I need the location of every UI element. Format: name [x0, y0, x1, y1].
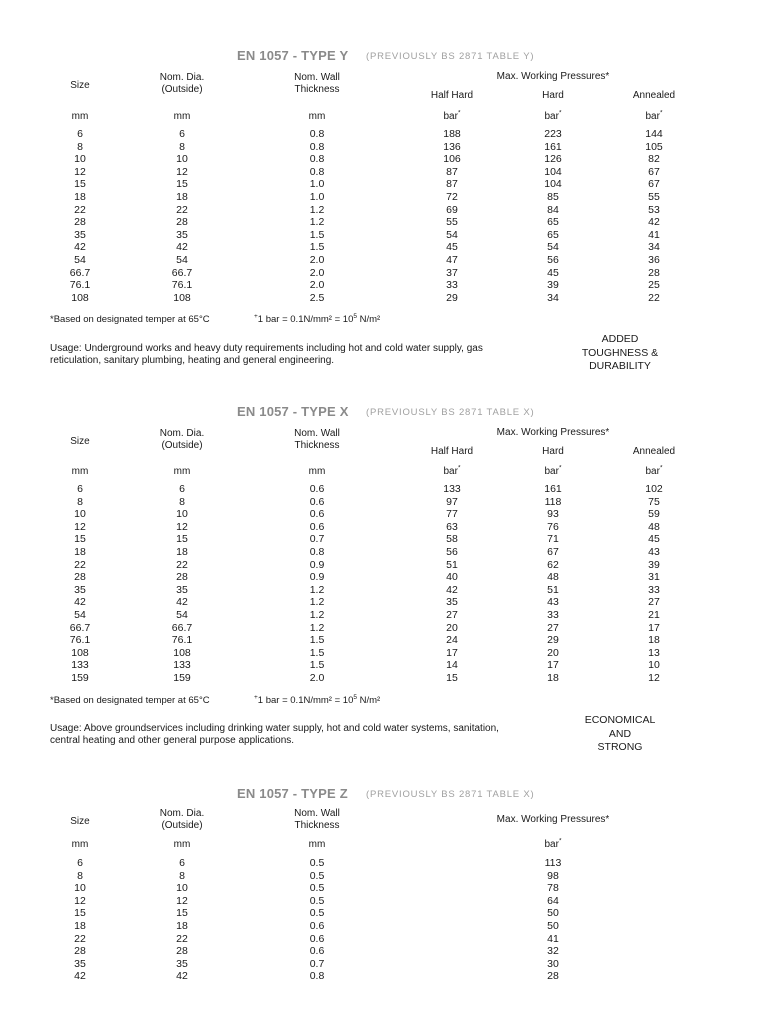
table-cell-hard: 84: [547, 203, 559, 216]
unit-bar-label: bar: [544, 466, 559, 477]
table-cell-annealed: 144: [645, 128, 663, 140]
unit-bar-half-hard: [417, 466, 487, 478]
table-cell-nom-dia: 15: [176, 178, 188, 191]
table-cell-nom-dia: 66.7: [171, 266, 193, 279]
table-cell-nom-dia: 35: [176, 583, 188, 596]
table-cell-half-hard: 17: [446, 646, 458, 659]
table-cell-half-hard: 87: [446, 165, 458, 178]
table-cell-half-hard: 56: [446, 546, 458, 558]
header-max-working-pressures: Max. Working Pressures*: [496, 427, 610, 438]
table-cell-hard: 126: [544, 153, 562, 166]
table-cell-annealed: 82: [648, 153, 660, 166]
table-cell-size: 35: [74, 957, 86, 970]
table-cell-wall: 1.5: [309, 228, 325, 241]
table-cell-size: 28: [74, 571, 86, 584]
table-cell-wall: 1.2: [309, 609, 325, 621]
table-cell-size: 108: [71, 291, 89, 304]
table-cell-size: 54: [74, 609, 86, 621]
header-half-hard: Half Hard: [430, 90, 474, 101]
table-cell-annealed: 18: [648, 634, 660, 647]
table-cell-size: 76.1: [69, 634, 91, 647]
table-cell-wall: 1.2: [309, 583, 325, 596]
table-cell-hard: 85: [547, 191, 559, 203]
table-cell-half-hard: 51: [446, 558, 458, 571]
table-cell-half-hard: 77: [446, 508, 458, 521]
unit-bar-annealed: [619, 111, 689, 123]
table-cell-annealed: 43: [648, 546, 660, 558]
header-nom-dia: Nom. Dia. (Outside): [159, 428, 205, 451]
table-cell-nom-dia: 159: [173, 672, 191, 684]
table-cell-nom-dia: 28: [176, 945, 188, 958]
table-cell-wall: 0.6: [309, 932, 325, 945]
table-cell-wall: 1.5: [309, 646, 325, 659]
table-cell-wall: 2.0: [309, 672, 325, 684]
header-nom-dia: Nom. Dia. (Outside): [159, 72, 205, 95]
footnote-plus-marker: +: [254, 693, 258, 701]
table-cell-size: 18: [74, 546, 86, 558]
table-cell-half-hard: 37: [446, 266, 458, 279]
table-cell-hard: 33: [547, 609, 559, 621]
table-cell-wall: 0.8: [309, 546, 325, 558]
table-cell-nom-dia: 8: [179, 140, 185, 153]
table-cell-wall: 0.7: [309, 957, 325, 970]
table-cell-wall: 0.9: [309, 558, 325, 571]
table-cell-annealed: 102: [645, 483, 663, 495]
table-cell-hard: 118: [544, 495, 562, 508]
table-cell-wall: 0.5: [309, 894, 325, 907]
table-cell-nom-dia: 76.1: [171, 279, 193, 292]
table-cell-size: 42: [74, 970, 86, 983]
section-subtitle: (PREVIOUSLY BS 2871 TABLE Y): [366, 51, 535, 62]
unit-bar-half-hard: [417, 111, 487, 123]
table-cell-nom-dia: 54: [176, 609, 188, 621]
table-cell-pressure: 98: [547, 869, 559, 882]
table-cell-annealed: 75: [648, 495, 660, 508]
table-cell-size: 8: [77, 495, 83, 508]
table-cell-wall: 0.6: [309, 495, 325, 508]
table-cell-half-hard: 63: [446, 520, 458, 533]
table-cell-hard: 161: [544, 483, 562, 495]
feature-tag-line: ADDED: [601, 333, 639, 345]
table-cell-size: 133: [71, 659, 89, 672]
table-cell-nom-dia: 76.1: [171, 634, 193, 647]
table-cell-nom-dia: 10: [176, 882, 188, 895]
unit-bar-marker: *: [659, 464, 663, 472]
table-cell-hard: 223: [544, 128, 562, 140]
unit-bar-label: bar: [544, 111, 559, 122]
table-cell-wall: 1.5: [309, 659, 325, 672]
table-cell-size: 76.1: [69, 279, 91, 292]
table-cell-nom-dia: 35: [176, 957, 188, 970]
unit-bar-pressure: [518, 839, 588, 851]
table-cell-wall: 2.0: [309, 279, 325, 292]
unit-size: mm: [71, 839, 89, 850]
table-cell-pressure: 41: [547, 932, 559, 945]
table-cell-size: 22: [74, 932, 86, 945]
table-cell-annealed: 10: [648, 659, 660, 672]
table-cell-wall: 0.8: [309, 128, 325, 140]
table-cell-hard: 56: [547, 254, 559, 266]
table-cell-nom-dia: 18: [176, 191, 188, 203]
unit-nom-dia: mm: [173, 839, 191, 850]
table-cell-size: 159: [71, 672, 89, 684]
unit-nom-dia: mm: [173, 466, 191, 477]
unit-nom-dia: mm: [173, 111, 191, 122]
table-cell-wall: 1.2: [309, 596, 325, 609]
header-wall-thickness: Nom. Wall Thickness: [294, 808, 340, 831]
table-cell-size: 22: [74, 558, 86, 571]
unit-wall: mm: [308, 466, 326, 477]
table-cell-pressure: 30: [547, 957, 559, 970]
table-cell-nom-dia: 28: [176, 571, 188, 584]
header-size: Size: [70, 436, 90, 447]
table-cell-size: 108: [71, 646, 89, 659]
table-cell-size: 10: [74, 882, 86, 895]
unit-bar-marker: *: [558, 837, 562, 845]
footnote-bar-conversion: [254, 314, 380, 325]
table-cell-half-hard: 69: [446, 203, 458, 216]
table-cell-half-hard: 188: [443, 128, 461, 140]
table-cell-size: 12: [74, 165, 86, 178]
unit-bar-marker: *: [457, 464, 461, 472]
table-cell-hard: 45: [547, 266, 559, 279]
table-cell-annealed: 41: [648, 228, 660, 241]
table-cell-size: 22: [74, 203, 86, 216]
table-cell-nom-dia: 42: [176, 596, 188, 609]
table-cell-wall: 0.5: [309, 857, 325, 869]
table-cell-hard: 29: [547, 634, 559, 647]
table-cell-pressure: 28: [547, 970, 559, 983]
header-size: Size: [70, 80, 90, 91]
feature-tag-line: ECONOMICAL: [584, 714, 656, 726]
header-wall-thickness: Nom. Wall Thickness: [294, 72, 340, 95]
footnote-text: 1 bar = 0.1N/mm² = 10: [257, 695, 354, 706]
table-cell-nom-dia: 22: [176, 558, 188, 571]
section-subtitle: (PREVIOUSLY BS 2871 TABLE X): [366, 407, 535, 418]
header-nom-dia: Nom. Dia. (Outside): [159, 808, 205, 831]
usage-text: Usage: Above groundservices including drinking water supply, hot and cold water systems, sanitation, central heating and other general purpose applications.: [50, 723, 499, 746]
table-cell-annealed: 59: [648, 508, 660, 521]
table-cell-wall: 0.5: [309, 882, 325, 895]
table-cell-half-hard: 97: [446, 495, 458, 508]
table-cell-wall: 2.0: [309, 266, 325, 279]
table-cell-size: 54: [74, 254, 86, 266]
unit-size: mm: [71, 111, 89, 122]
footnote-unit: N/m²: [357, 314, 381, 325]
section-title: EN 1057 - TYPE X: [237, 404, 349, 419]
table-cell-wall: 0.5: [309, 869, 325, 882]
table-cell-pressure: 50: [547, 920, 559, 932]
footnote-exponent: 5: [353, 312, 357, 320]
header-annealed: Annealed: [632, 90, 676, 101]
table-cell-nom-dia: 6: [179, 483, 185, 495]
table-cell-hard: 51: [547, 583, 559, 596]
table-cell-wall: 0.8: [309, 165, 325, 178]
table-cell-hard: 34: [547, 291, 559, 304]
table-cell-annealed: 105: [645, 140, 663, 153]
table-cell-wall: 0.6: [309, 520, 325, 533]
header-wall-thickness: Nom. Wall Thickness: [294, 428, 340, 451]
table-cell-nom-dia: 18: [176, 546, 188, 558]
table-cell-half-hard: 106: [443, 153, 461, 166]
section-title: EN 1057 - TYPE Y: [237, 48, 349, 63]
unit-size: mm: [71, 466, 89, 477]
table-cell-half-hard: 133: [443, 483, 461, 495]
unit-wall: mm: [308, 111, 326, 122]
feature-tag: [565, 333, 675, 374]
footnote-plus-marker: +: [254, 312, 258, 320]
unit-bar-marker: *: [659, 109, 663, 117]
table-cell-hard: 76: [547, 520, 559, 533]
table-cell-nom-dia: 18: [176, 920, 188, 932]
table-cell-wall: 1.2: [309, 621, 325, 634]
table-cell-nom-dia: 42: [176, 241, 188, 254]
table-cell-annealed: 17: [648, 621, 660, 634]
table-cell-size: 66.7: [69, 621, 91, 634]
table-cell-hard: 54: [547, 241, 559, 254]
table-cell-wall: 0.6: [309, 920, 325, 932]
table-cell-wall: 0.9: [309, 571, 325, 584]
unit-wall: mm: [308, 839, 326, 850]
header-half-hard: Half Hard: [430, 446, 474, 457]
table-cell-wall: 1.0: [309, 178, 325, 191]
table-cell-wall: 0.8: [309, 153, 325, 166]
table-cell-nom-dia: 6: [179, 857, 185, 869]
footnote-temper: *Based on designated temper at 65°C: [50, 695, 210, 706]
table-cell-half-hard: 54: [446, 228, 458, 241]
table-cell-half-hard: 29: [446, 291, 458, 304]
table-cell-size: 35: [74, 228, 86, 241]
unit-bar-marker: *: [558, 109, 562, 117]
table-cell-hard: 161: [544, 140, 562, 153]
table-cell-wall: 1.2: [309, 203, 325, 216]
table-cell-half-hard: 58: [446, 533, 458, 546]
table-cell-nom-dia: 15: [176, 907, 188, 920]
table-cell-wall: 2.0: [309, 254, 325, 266]
table-cell-wall: 0.5: [309, 907, 325, 920]
unit-bar-hard: [518, 111, 588, 123]
footnote-temper: *Based on designated temper at 65°C: [50, 314, 210, 325]
table-cell-size: 28: [74, 945, 86, 958]
table-cell-size: 15: [74, 178, 86, 191]
section-subtitle: (PREVIOUSLY BS 2871 TABLE X): [366, 789, 535, 800]
table-cell-annealed: 39: [648, 558, 660, 571]
table-cell-size: 6: [77, 128, 83, 140]
table-cell-hard: 62: [547, 558, 559, 571]
table-cell-half-hard: 45: [446, 241, 458, 254]
feature-tag: [565, 714, 675, 755]
table-cell-annealed: 34: [648, 241, 660, 254]
header-annealed: Annealed: [632, 446, 676, 457]
table-cell-nom-dia: 12: [176, 520, 188, 533]
unit-bar-annealed: [619, 466, 689, 478]
table-cell-size: 15: [74, 533, 86, 546]
table-cell-size: 66.7: [69, 266, 91, 279]
table-cell-nom-dia: 8: [179, 495, 185, 508]
table-cell-hard: 48: [547, 571, 559, 584]
table-cell-half-hard: 55: [446, 216, 458, 229]
table-cell-half-hard: 72: [446, 191, 458, 203]
feature-tag-line: AND: [608, 727, 632, 740]
table-cell-hard: 43: [547, 596, 559, 609]
table-cell-annealed: 67: [648, 178, 660, 191]
table-cell-size: 35: [74, 583, 86, 596]
table-cell-hard: 67: [547, 546, 559, 558]
table-cell-annealed: 31: [648, 571, 660, 584]
table-cell-annealed: 53: [648, 203, 660, 216]
table-cell-annealed: 13: [648, 646, 660, 659]
header-hard: Hard: [542, 90, 564, 101]
table-cell-wall: 2.5: [309, 291, 325, 304]
unit-bar-label: bar: [645, 111, 660, 122]
table-cell-hard: 93: [547, 508, 559, 521]
table-cell-size: 18: [74, 191, 86, 203]
table-cell-nom-dia: 12: [176, 894, 188, 907]
table-cell-annealed: 22: [648, 291, 660, 304]
header-size: Size: [70, 816, 90, 827]
footnote-bar-conversion: [254, 695, 380, 706]
table-cell-half-hard: 136: [443, 140, 461, 153]
table-cell-pressure: 50: [547, 907, 559, 920]
table-cell-nom-dia: 22: [176, 203, 188, 216]
table-cell-half-hard: 14: [446, 659, 458, 672]
table-cell-wall: 0.6: [309, 483, 325, 495]
table-cell-wall: 0.7: [309, 533, 325, 546]
table-cell-hard: 104: [544, 178, 562, 191]
table-cell-nom-dia: 66.7: [171, 621, 193, 634]
table-cell-size: 12: [74, 520, 86, 533]
table-cell-annealed: 12: [648, 672, 660, 684]
table-cell-wall: 1.0: [309, 191, 325, 203]
table-cell-nom-dia: 133: [173, 659, 191, 672]
table-cell-size: 8: [77, 869, 83, 882]
table-cell-size: 6: [77, 483, 83, 495]
usage-text: Usage: Underground works and heavy duty requirements including hot and cold water supply, gas reticulation, sanitary plumbing, heating and general engineering.: [50, 343, 483, 366]
table-cell-half-hard: 15: [446, 672, 458, 684]
table-cell-size: 10: [74, 153, 86, 166]
table-cell-annealed: 67: [648, 165, 660, 178]
table-cell-wall: 1.5: [309, 241, 325, 254]
table-cell-annealed: 48: [648, 520, 660, 533]
section-title: EN 1057 - TYPE Z: [237, 786, 348, 801]
table-cell-wall: 0.6: [309, 945, 325, 958]
table-cell-half-hard: 24: [446, 634, 458, 647]
footnote-exponent: 5: [353, 693, 357, 701]
unit-bar-hard: [518, 466, 588, 478]
table-cell-size: 6: [77, 857, 83, 869]
table-cell-annealed: 55: [648, 191, 660, 203]
table-cell-size: 10: [74, 508, 86, 521]
table-cell-half-hard: 40: [446, 571, 458, 584]
table-cell-hard: 20: [547, 646, 559, 659]
table-cell-nom-dia: 35: [176, 228, 188, 241]
header-max-working-pressures: Max. Working Pressures*: [496, 71, 610, 82]
table-cell-size: 15: [74, 907, 86, 920]
table-cell-wall: 0.8: [309, 970, 325, 983]
table-cell-nom-dia: 108: [173, 291, 191, 304]
unit-bar-marker: *: [457, 109, 461, 117]
table-cell-nom-dia: 22: [176, 932, 188, 945]
table-cell-annealed: 21: [648, 609, 660, 621]
table-cell-annealed: 28: [648, 266, 660, 279]
table-cell-size: 8: [77, 140, 83, 153]
feature-tag-line: TOUGHNESS &: [581, 346, 659, 359]
table-cell-nom-dia: 10: [176, 153, 188, 166]
table-cell-half-hard: 20: [446, 621, 458, 634]
unit-bar-label: bar: [544, 839, 559, 850]
table-cell-nom-dia: 8: [179, 869, 185, 882]
table-cell-annealed: 33: [648, 583, 660, 596]
table-cell-nom-dia: 12: [176, 165, 188, 178]
table-cell-nom-dia: 54: [176, 254, 188, 266]
table-cell-nom-dia: 28: [176, 216, 188, 229]
table-cell-size: 28: [74, 216, 86, 229]
table-cell-pressure: 78: [547, 882, 559, 895]
header-max-working-pressures: Max. Working Pressures*: [496, 814, 610, 825]
table-cell-hard: 18: [547, 672, 559, 684]
header-hard: Hard: [542, 446, 564, 457]
feature-tag-line: DURABILITY: [589, 360, 651, 372]
footnote-text: 1 bar = 0.1N/mm² = 10: [257, 314, 354, 325]
table-cell-half-hard: 47: [446, 254, 458, 266]
feature-tag-line: STRONG: [597, 741, 643, 753]
table-cell-nom-dia: 6: [179, 128, 185, 140]
table-cell-hard: 27: [547, 621, 559, 634]
table-cell-size: 42: [74, 596, 86, 609]
table-cell-hard: 65: [547, 216, 559, 229]
table-cell-hard: 17: [547, 659, 559, 672]
table-cell-half-hard: 33: [446, 279, 458, 292]
table-cell-nom-dia: 15: [176, 533, 188, 546]
table-cell-half-hard: 42: [446, 583, 458, 596]
table-cell-nom-dia: 10: [176, 508, 188, 521]
table-cell-wall: 1.5: [309, 634, 325, 647]
table-cell-pressure: 113: [544, 857, 562, 869]
table-cell-wall: 0.8: [309, 140, 325, 153]
table-cell-size: 42: [74, 241, 86, 254]
table-cell-annealed: 36: [648, 254, 660, 266]
table-cell-hard: 71: [547, 533, 559, 546]
table-cell-pressure: 32: [547, 945, 559, 958]
table-cell-size: 12: [74, 894, 86, 907]
table-cell-annealed: 25: [648, 279, 660, 292]
unit-bar-label: bar: [443, 466, 458, 477]
table-cell-annealed: 42: [648, 216, 660, 229]
table-cell-wall: 1.2: [309, 216, 325, 229]
table-cell-nom-dia: 108: [173, 646, 191, 659]
table-cell-annealed: 27: [648, 596, 660, 609]
table-cell-half-hard: 27: [446, 609, 458, 621]
table-cell-hard: 104: [544, 165, 562, 178]
table-cell-size: 18: [74, 920, 86, 932]
unit-bar-label: bar: [645, 466, 660, 477]
table-cell-hard: 39: [547, 279, 559, 292]
table-cell-half-hard: 87: [446, 178, 458, 191]
table-cell-pressure: 64: [547, 894, 559, 907]
table-cell-half-hard: 35: [446, 596, 458, 609]
table-cell-annealed: 45: [648, 533, 660, 546]
table-cell-wall: 0.6: [309, 508, 325, 521]
footnote-unit: N/m²: [357, 695, 381, 706]
unit-bar-label: bar: [443, 111, 458, 122]
table-cell-hard: 65: [547, 228, 559, 241]
table-cell-nom-dia: 42: [176, 970, 188, 983]
unit-bar-marker: *: [558, 464, 562, 472]
